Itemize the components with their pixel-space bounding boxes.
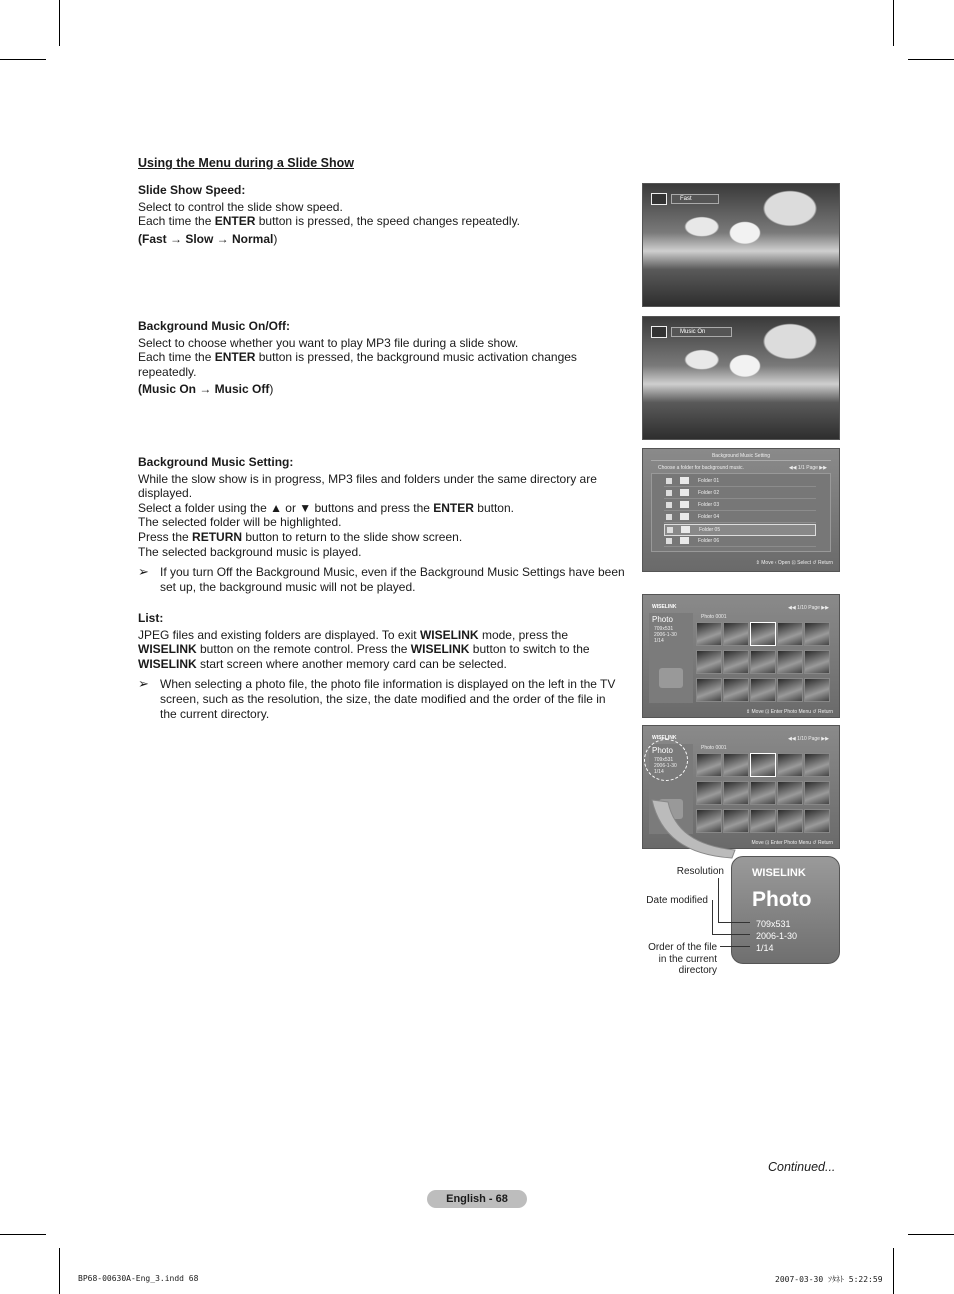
photo-info-zoom	[731, 856, 840, 964]
bg-music-setting-section	[138, 455, 630, 594]
grid-thumbnail[interactable]	[723, 678, 749, 702]
list-heading: List:	[138, 611, 164, 625]
list-pages: ◀◀ 1/10 Page ▶▶	[788, 736, 829, 742]
note-arrow-icon: ➢	[138, 564, 149, 580]
info-date: 2006-1-30	[654, 763, 677, 769]
checkbox-icon	[666, 490, 672, 496]
grid-thumbnail[interactable]	[750, 678, 776, 702]
folder-icon	[680, 537, 689, 544]
bg-setting-prompt: Choose a folder for background music.	[658, 465, 744, 471]
section-title: Using the Menu during a Slide Show	[138, 156, 354, 170]
grid-thumbnail[interactable]	[804, 650, 830, 674]
callout-line	[720, 946, 750, 947]
list-note: ➢ When selecting a photo file, the photo file information is displayed on the left in the TV screen, such as the resolution, the size, the date modified and the order of the file in the current directory.	[138, 676, 616, 721]
list-section	[138, 611, 624, 721]
folder-row[interactable]: Folder 04	[664, 512, 816, 523]
slug-left: BP68-00630A-Eng_3.indd 68	[78, 1274, 199, 1283]
bg-music-setting-note: ➢ If you turn Off the Background Music, even if the Background Music Settings have been set up, the background music will not be played.	[138, 564, 625, 594]
bg-music-onoff-line2: Each time the ENTER button is pressed, the background music activation changes repeatedly.	[138, 350, 577, 379]
callout-line	[712, 934, 750, 935]
grid-thumbnail[interactable]	[696, 678, 722, 702]
slide-speed-line2: Each time the ENTER button is pressed, the speed changes repeatedly.	[138, 214, 521, 229]
speed-osd-label: Fast	[671, 194, 719, 204]
bg-music-onoff-line1: Select to choose whether you want to play MP3 file during a slide show.	[138, 335, 519, 350]
folder-icon	[681, 526, 690, 533]
bg-music-setting-line5: The selected background music is played.	[138, 544, 362, 559]
folder-row[interactable]: Folder 06	[664, 536, 816, 547]
zoom-wiselink-logo: WISELINK	[752, 867, 806, 879]
grid-thumbnail[interactable]	[804, 753, 830, 777]
crop-mark	[908, 59, 954, 60]
zoom-order: 1/14	[756, 943, 774, 953]
wiselink-list-screenshot	[642, 594, 840, 718]
folder-icon	[680, 477, 689, 484]
continued-label: Continued...	[768, 1160, 836, 1174]
grid-thumbnail[interactable]	[750, 809, 776, 833]
bg-music-onoff-sequence: (Music On → Music Off)	[138, 382, 274, 397]
grid-thumbnail[interactable]	[696, 753, 722, 777]
bg-setting-statusbar: ⇕ Move ‹ Open ⊡ Select ↺ Return	[755, 560, 833, 566]
camera-icon	[659, 668, 683, 688]
grid-thumbnail[interactable]	[804, 809, 830, 833]
slide-speed-line1: Select to control the slide show speed.	[138, 199, 343, 214]
list-path: Photo 0001	[701, 614, 727, 620]
grid-thumbnail[interactable]	[723, 622, 749, 646]
grid-thumbnail[interactable]	[804, 622, 830, 646]
callout-line	[712, 900, 713, 934]
info-panel-title: Photo	[652, 615, 673, 624]
crop-mark	[59, 1248, 60, 1294]
grid-thumbnail[interactable]	[804, 781, 830, 805]
checkbox-icon	[666, 538, 672, 544]
checkbox-icon	[666, 514, 672, 520]
grid-thumbnail[interactable]	[723, 753, 749, 777]
slideshow-icon	[651, 326, 667, 338]
callout-resolution: Resolution	[676, 866, 724, 877]
callout-date-modified: Date modified	[646, 895, 708, 906]
checkbox-icon	[667, 527, 673, 533]
zoom-pointer	[640, 780, 750, 870]
music-osd	[651, 326, 732, 338]
callout-order: Order of the file in the current directory	[648, 942, 717, 976]
list-path: Photo 0001	[701, 745, 727, 751]
wiselink-logo: WISELINK	[652, 604, 677, 610]
grid-thumbnail-selected[interactable]	[750, 622, 776, 646]
bg-music-setting-line1: While the slow show is in progress, MP3 files and folders under the same directory are displayed.	[138, 471, 597, 501]
grid-thumbnail[interactable]	[804, 678, 830, 702]
bg-setting-page: ◀◀ 1/1 Page ▶▶	[788, 465, 827, 471]
zoom-resolution: 709x531	[756, 919, 791, 929]
slide-speed-section	[138, 183, 630, 246]
highlight-circle	[644, 739, 688, 781]
list-statusbar: Move ⊡ Enter Photo Menu ↺ Return	[751, 840, 833, 846]
checkbox-icon	[666, 478, 672, 484]
checkbox-icon	[666, 502, 672, 508]
grid-thumbnail[interactable]	[750, 650, 776, 674]
info-panel	[649, 613, 693, 703]
list-pages: ◀◀ 1/10 Page ▶▶	[788, 605, 829, 611]
slide-speed-heading: Slide Show Speed:	[138, 183, 246, 197]
folder-icon	[680, 513, 689, 520]
grid-thumbnail[interactable]	[777, 753, 803, 777]
folder-row[interactable]: Folder 01	[664, 476, 816, 487]
folder-row-selected[interactable]: Folder 05	[664, 524, 816, 536]
bg-music-setting-screenshot	[642, 448, 840, 572]
folder-row[interactable]: Folder 02	[664, 488, 816, 499]
slide-speed-sequence: (Fast → Slow → Normal)	[138, 231, 278, 246]
bg-music-onoff-section	[138, 319, 630, 397]
crop-mark	[0, 59, 46, 60]
info-order: 1/14	[654, 638, 664, 644]
bg-music-setting-heading: Background Music Setting:	[138, 455, 294, 469]
slug-right: 2007-03-30 ｿﾀﾈﾄ 5:22:59	[775, 1275, 883, 1284]
grid-thumbnail[interactable]	[696, 622, 722, 646]
music-osd-label: Music On	[671, 327, 732, 337]
crop-mark	[893, 1248, 894, 1294]
crop-mark	[908, 1234, 954, 1235]
crop-mark	[893, 0, 894, 46]
bg-music-setting-line4: Press the RETURN button to return to the slide show screen.	[138, 529, 463, 544]
slideshow-icon	[651, 193, 667, 205]
grid-thumbnail[interactable]	[696, 650, 722, 674]
grid-thumbnail[interactable]	[777, 781, 803, 805]
grid-thumbnail-selected[interactable]	[750, 753, 776, 777]
bg-music-setting-line2: Select a folder using the ▲ or ▼ buttons and press the ENTER button.	[138, 500, 514, 515]
info-date: 2006-1-30	[654, 632, 677, 638]
divider	[651, 460, 831, 461]
folder-list	[651, 473, 831, 552]
list-statusbar: ⇕ Move ⊡ Enter Photo Menu ↺ Return	[745, 709, 833, 715]
folder-icon	[680, 501, 689, 508]
zoom-photo-title: Photo	[752, 888, 812, 911]
info-panel-title: Photo	[652, 746, 673, 755]
grid-thumbnail[interactable]	[750, 781, 776, 805]
folder-row[interactable]: Folder 03	[664, 500, 816, 511]
info-resolution: 709x531	[654, 626, 674, 632]
slideshow-speed-screenshot	[642, 183, 840, 307]
page-number: English - 68	[427, 1190, 527, 1208]
wiselink-logo: WISELINK	[652, 735, 677, 741]
grid-thumbnail[interactable]	[777, 678, 803, 702]
bg-music-setting-line3: The selected folder will be highlighted.	[138, 515, 342, 530]
grid-thumbnail[interactable]	[777, 809, 803, 833]
bg-music-onoff-heading: Background Music On/Off:	[138, 319, 291, 333]
crop-mark	[0, 1234, 46, 1235]
music-onoff-screenshot	[642, 316, 840, 440]
callout-line	[718, 878, 719, 923]
crop-mark	[59, 0, 60, 46]
zoom-date: 2006-1-30	[756, 931, 798, 941]
callout-line	[718, 922, 750, 923]
info-resolution: 709x531	[654, 757, 674, 763]
grid-thumbnail[interactable]	[777, 622, 803, 646]
info-order: 1/14	[654, 769, 664, 775]
grid-thumbnail[interactable]	[723, 650, 749, 674]
grid-thumbnail[interactable]	[777, 650, 803, 674]
note-arrow-icon: ➢	[138, 676, 149, 692]
list-paragraph: JPEG files and existing folders are displayed. To exit WISELINK mode, press the WISELINK button on the remote control. Press the WISELINK button to switch to the WISELINK start screen where another memory card can be selected.	[138, 627, 590, 671]
bg-setting-title: Background Music Setting	[711, 453, 771, 459]
speed-osd	[651, 193, 719, 205]
folder-icon	[680, 489, 689, 496]
